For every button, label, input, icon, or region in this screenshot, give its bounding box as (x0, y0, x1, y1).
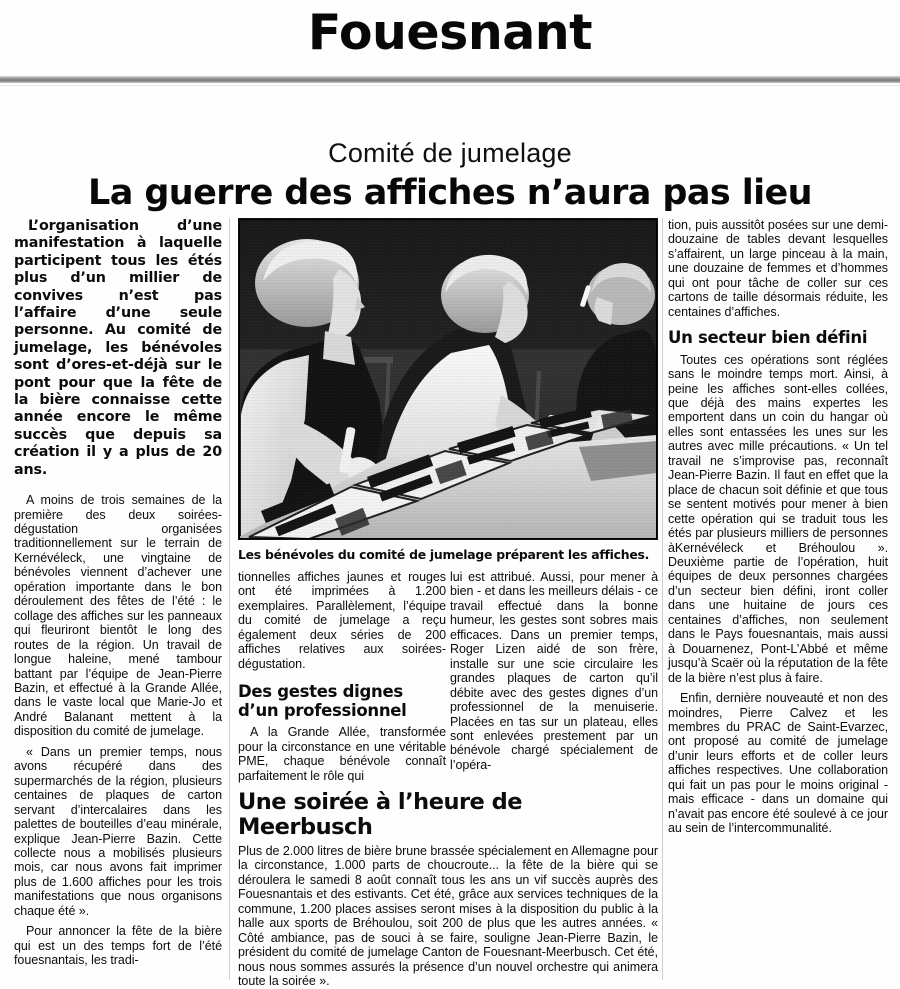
masthead (0, 0, 900, 86)
photo-caption: Les bénévoles du comité de jumelage préparent les affiches. (238, 547, 650, 562)
lede-paragraph: L’organisation d’une manifestation à laquelle participent tous les étés plus d’un millier de convives n’est pas l’affaire d’une seule personne. Au comité de jumelage, les bénévoles sont d’ores-et-déjà sur le pont pour que la fête de la bière connaisse cette année encore le même succès que depuis sa création il y a plus de 20 ans. (14, 218, 222, 478)
wide-section-meerbusch (238, 780, 658, 989)
column-four-body (668, 218, 888, 319)
paragraph: lui est attribué. Aussi, pour mener à bien - et dans les meilleurs délais - ce travail effectué dans la bonne humeur, les gestes sont sobres mais efficaces. Dans un premier temps, Roger Lizen aidé de son frère, installe sur une scie circulaire les grandes plaques de carton qu’il débite avec des gestes dignes d’un professionnel de la menuiserie. Placées en tas sur un plateau, elles sont enlevées prestement par un bénévole chargé spécialement de l’opéra- (450, 570, 658, 772)
column-one-body (14, 493, 222, 968)
volunteers-pasting-posters-photo (238, 218, 658, 540)
column-two (238, 570, 446, 783)
paragraph: A moins de trois semaines de la première des deux soirées-dégustation organisées traditionnellement sur le terrain de Kernévéleck, une vingtaine de bénévoles viennent d’achever une opération importante dans le bon déroulement des fêtes de l’été : le collage des affiches sur les panneaux qui fleuriront bientôt le long des routes de la région. Un travail de longue haleine, mené tambour battant par l’équipe de Jean-Pierre Bazin, et effectué à la Grande Allée, dans le vaste local que Marie-Jo et André Balanant mettent à la disposition du comité de jumelage. (14, 493, 222, 739)
column-two-body-2 (238, 725, 446, 783)
paragraph: A la Grande Allée, transformée pour la circonstance en une véritable PME, chaque bénévole connaît parfaitement le rôle qui (238, 725, 446, 783)
paragraph: Enfin, dernière nouveauté et non des moindres, Pierre Calvez et les membres du PRAC de Saint-Evarzec, ont proposé au comité de jumelage d’unir leurs efforts et de coller leurs affiches respectives. Une collaboration qui fait un pas pour le moins original - mais efficace - dans un domaine qui n’avait pas encore été soulevé à ce jour au sein de l’intercommunalité. (668, 691, 888, 836)
subhead-secteur-bien-defini: Un secteur bien défini (668, 328, 868, 348)
paragraph: Plus de 2.000 litres de bière brune brassée spécialement en Allemagne pour la circonstance, 1.000 parts de choucroute... la fête de la bière qui se déroulera le samedi 8 août connaît tous les ans un vif succès auprès des Fouesnantais et des estivants. Cet été, grâce aux services techniques de la commune, 1.200 places assises seront mises à la disposition du public à la halle aux sports de Bréhoulou, soit 200 de plus que les autres années. « Côté ambiance, pas de souci à se faire, souligne Jean-Pierre Bazin, le président du comité de jumelage Canton de Fouesnant-Meerbusch. Cet été, nous nous sommes assurés la présence d’un nouvel orchestre qui animera toute la soirée ». (238, 844, 658, 989)
paragraph: Pour annoncer la fête de la bière qui est un des temps fort de l’été fouesnantais, les tradi- (14, 924, 222, 968)
article-lede (14, 218, 222, 479)
column-four (668, 218, 888, 836)
wide-section-body (238, 844, 658, 989)
paragraph: tion, puis aussitôt posées sur une demi-douzaine de tables devant lesquelles s’affairent, un large pinceau à la main, une douzaine de femmes et d’hommes qui ont pour tâche de coller sur ces cartons de taille désormais réduite, les centaines d’affiches. (668, 218, 888, 319)
paragraph: « Dans un premier temps, nous avons récupéré dans des supermarchés de la région, plusieurs centaines de plaques de carton servant d’intercalaires dans les palettes de bouteilles d’eau minérale, explique Jean-Pierre Bazin. Cette collecte nous a mobilisés plusieurs mois, car nous avons fait imprimer plus de 1.600 affiches pour les trois manifestations que nous organisons chaque été ». (14, 744, 222, 918)
column-four-body-2 (668, 353, 888, 836)
paragraph: tionnelles affiches jaunes et rouges ont été imprimées à 1.200 exemplaires. Parallèlement, l’équipe du comité de jumelage a reçu également deux séries de 200 affiches relatives aux soirées-dégustation. (238, 570, 446, 671)
photo-illustration (239, 219, 657, 539)
subhead-gestes-professionnel: Des gestes dignes d’un professionnel (238, 682, 407, 720)
photo-block (238, 218, 658, 562)
column-three-body (450, 570, 658, 772)
column-one (14, 218, 222, 968)
article-kicker: Comité de jumelage (328, 138, 572, 168)
masthead-rule-secondary (0, 85, 900, 86)
column-two-body (238, 570, 446, 671)
subhead-soiree-meerbusch: Une soirée à l’heure de Meerbusch (238, 789, 523, 840)
paragraph: Toutes ces opérations sont réglées sans le moindre temps mort. Ainsi, à peine les affiches sont-elles collées, que déjà des mains expertes les emportent dans un coin du hangar où elles sont entassées les unes sur les autres avec mille précautions. « Un tel travail ne s’improvise pas, reconnaît Jean-Pierre Bazin. Il faut en effet que la place de chacun soit définie et que tous se sentent motivés pour mener à bien cette opération qui se traduit tous les étés par plusieurs milliers de personnes àKernévéleck et Bréhoulou ». Deuxième partie de l’opération, huit équipes de deux personnes chargées d’un secteur bien défini, iront coller dans une huitaine de jours ces centaines d’affiches, non seulement dans le Pays fouesnantais, mais aussi à Douarnenez, Pont-L’Abbé et même jusqu’à Scaër où la réputation de la fête de la bière n’est plus à faire. (668, 352, 888, 685)
column-three (450, 570, 658, 772)
column-divider-1 (229, 218, 230, 980)
masthead-title: Fouesnant (307, 4, 593, 61)
column-divider-2 (662, 218, 663, 980)
masthead-rule (0, 76, 900, 83)
article-headline: La guerre des affiches n’aura pas lieu (88, 173, 812, 213)
